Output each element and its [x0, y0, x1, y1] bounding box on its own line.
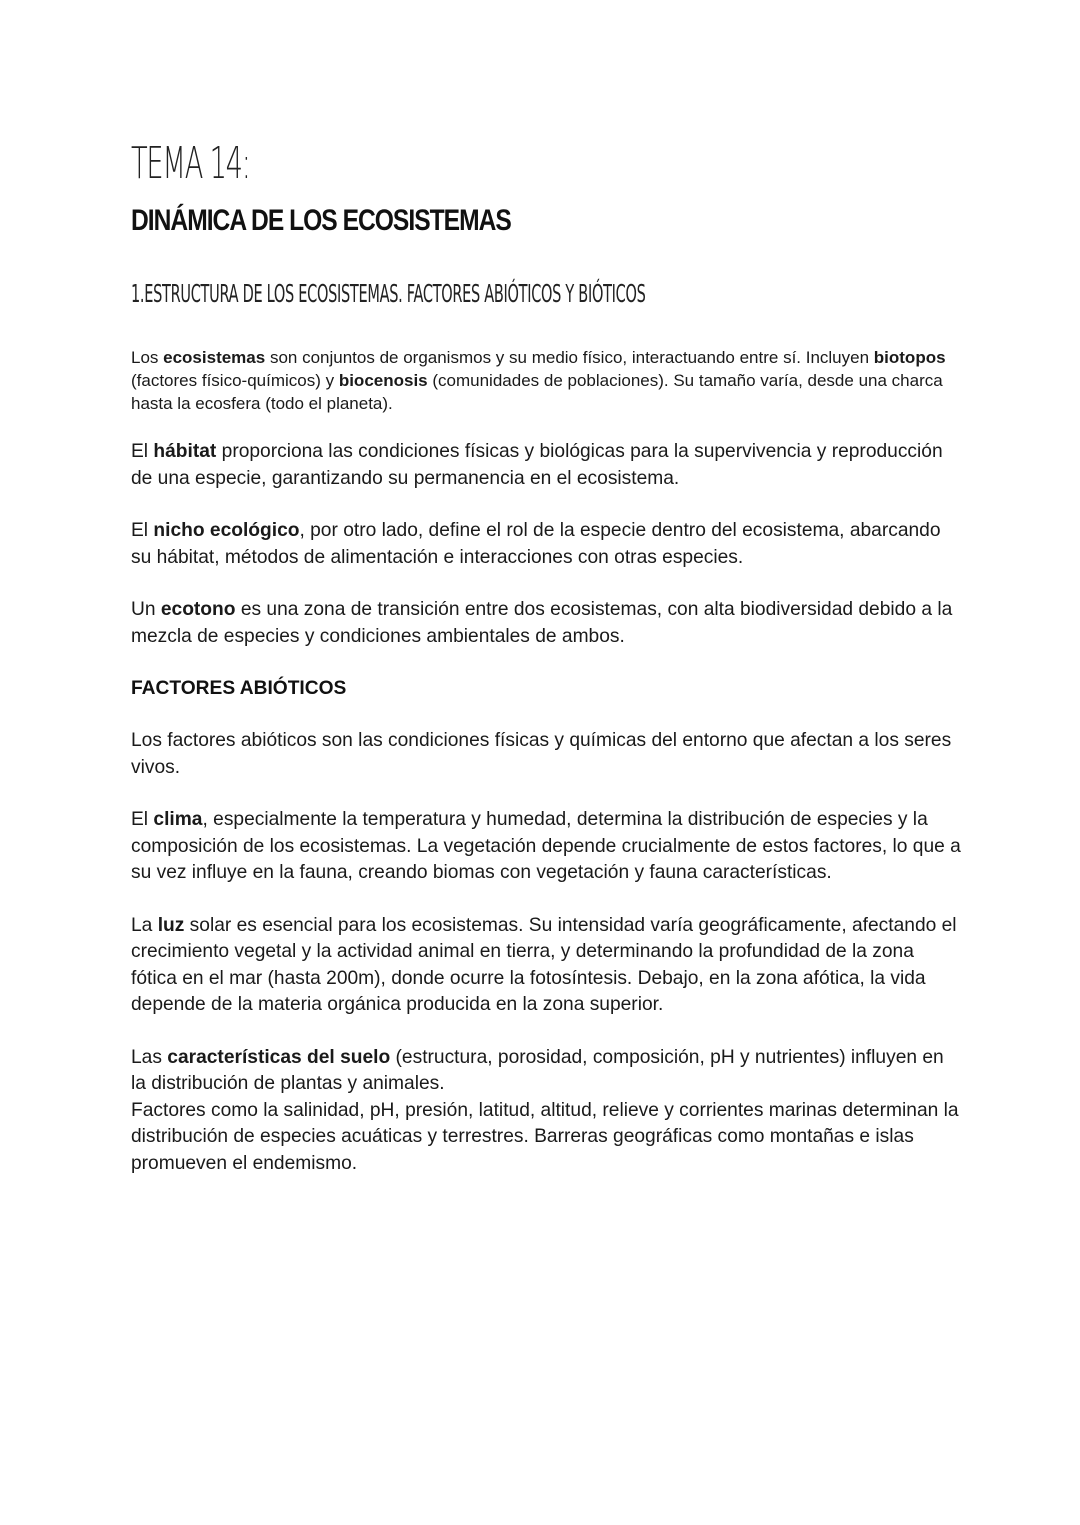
term-biocenosis: biocenosis: [338, 371, 428, 390]
text-run: El: [131, 809, 154, 830]
text-run: (comunidades de poblaciones). Su tamaño varía, desde una charca hasta la ecosfera (todo el planeta).: [131, 371, 943, 413]
text-run: , especialmente la temperatura y humedad, determina la distribución de especies y la composición de los ecosistemas. La vegetación depende crucialmente de estos factores, lo que a su vez influye en la fauna, creando biomas con vegetación y fauna características.: [131, 809, 961, 883]
luz-paragraph: [131, 913, 961, 1019]
text-run: (factores físico-químicos) y: [131, 371, 339, 390]
term-ecotono: ecotono: [160, 599, 236, 620]
nicho-paragraph: [131, 518, 961, 571]
term-habitat: hábitat: [153, 441, 217, 462]
factores-abioticos-heading: FACTORES ABIÓTICOS: [131, 678, 347, 699]
text-run: , por otro lado, define el rol de la especie dentro del ecosistema, abarcando su hábitat, métodos de alimentación e interacciones con otras especies.: [131, 520, 941, 568]
text-run: El: [131, 520, 154, 541]
text-run: La: [131, 914, 158, 936]
intro-paragraph: [131, 346, 961, 415]
term-caracteristicas-suelo: características del suelo: [167, 1046, 391, 1068]
suelo-paragraph: [131, 1045, 961, 1098]
habitat-paragraph: [131, 439, 961, 492]
text-run: es una zona de transición entre dos ecosistemas, con alta biodiversidad debido a la mezcla de especies y condiciones ambientales de ambos.: [131, 599, 953, 647]
term-clima: clima: [153, 809, 203, 830]
document-content: [131, 138, 961, 1177]
section-title: 1.ESTRUCTURA DE LOS ECOSISTEMAS. FACTORES ABIÓTICOS Y BIÓTICOS: [131, 279, 646, 308]
ecotono-paragraph: [131, 597, 961, 650]
term-biotopos: biotopos: [873, 348, 946, 367]
page-title: DINÁMICA DE LOS ECOSISTEMAS: [131, 204, 511, 237]
text-run: Un: [131, 599, 161, 620]
text-run: solar es esencial para los ecosistemas. Su intensidad varía geográficamente, afectando el crecimiento vegetal y la actividad animal en tierra, y determinando la profundidad de la zona fótica en el mar (hasta 200m), donde ocurre la fotosíntesis. Debajo, en la zona afótica, la vida depende de la materia orgánica producida en la zona superior.: [131, 914, 957, 1015]
factores-intro-paragraph: Los factores abióticos son las condiciones físicas y químicas del entorno que afectan a los seres vivos.: [131, 730, 952, 778]
text-run: (estructura, porosidad, composición, pH y nutrientes) influyen en la distribución de plantas y animales.: [131, 1046, 944, 1094]
text-run: son conjuntos de organismos y su medio físico, interactuando entre sí. Incluyen: [265, 348, 874, 367]
clima-paragraph: [131, 807, 961, 887]
term-luz: luz: [157, 914, 185, 936]
text-run: Las: [131, 1046, 168, 1068]
topic-number: TEMA 14:: [131, 138, 250, 189]
term-nicho-ecologico: nicho ecológico: [153, 520, 300, 541]
text-run: proporciona las condiciones físicas y biológicas para la supervivencia y reproducción de una especie, garantizando su permanencia en el ecosistema.: [131, 441, 943, 489]
term-ecosistemas: ecosistemas: [163, 348, 266, 367]
text-run: El: [131, 441, 154, 462]
otros-factores-paragraph: Factores como la salinidad, pH, presión, latitud, altitud, relieve y corrientes marinas determinan la distribución de especies acuáticas y terrestres. Barreras geográficas como montañas e islas promueven el endemismo.: [131, 1099, 959, 1174]
text-run: Los: [131, 348, 164, 367]
